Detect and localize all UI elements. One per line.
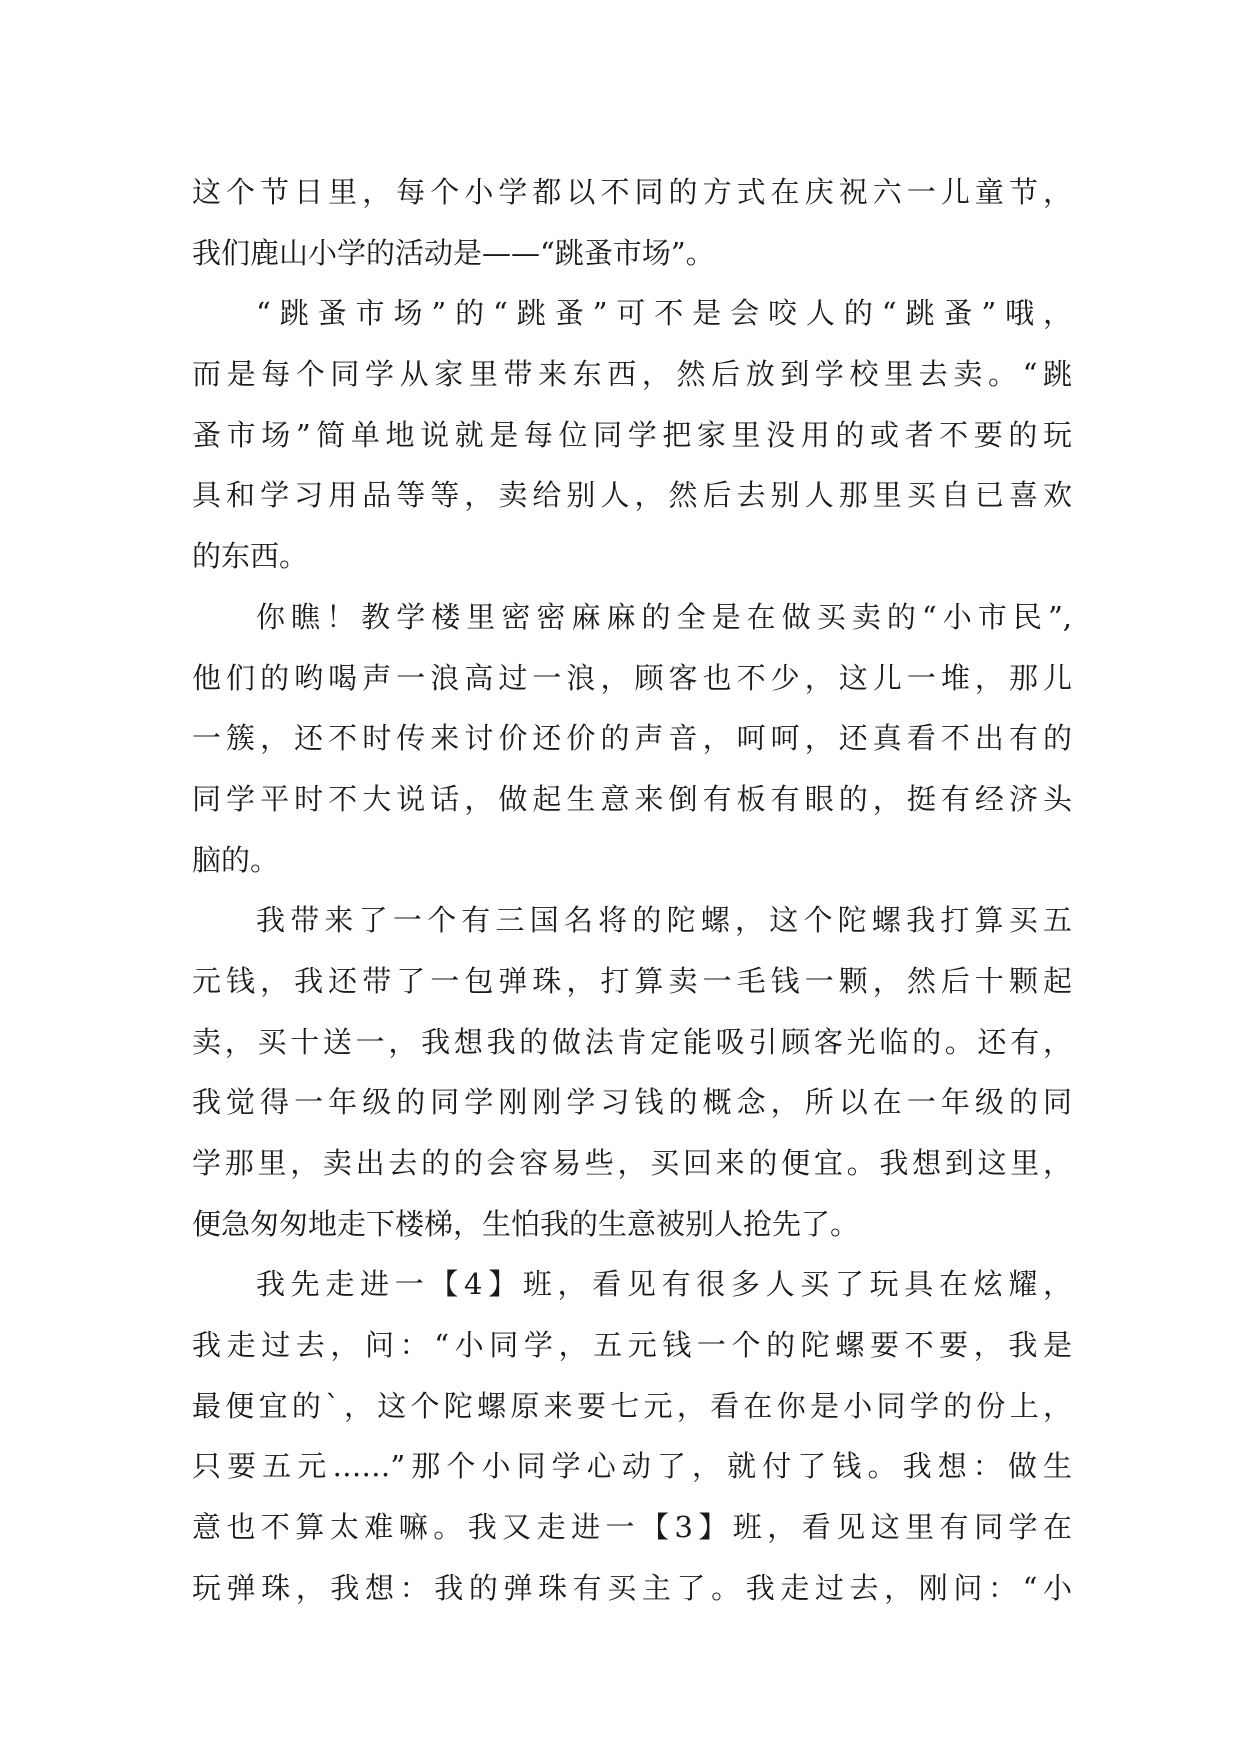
paragraph-1-line-2: 我们鹿山小学的活动是——“跳蚤市场”。 [192, 235, 715, 270]
paragraph-5-line-3: 最便宜的`，这个陀螺原来要七元，看在你是小同学的份上， [192, 1388, 1072, 1423]
paragraph-4-line-1: 我带来了一个有三国名将的陀螺，这个陀螺我打算买五 [256, 903, 1072, 938]
paragraph-3-line-2: 他们的哟喝声一浪高过一浪，顾客也不少，这儿一堆，那儿 [192, 660, 1072, 695]
paragraph-2-line-5: 的东西。 [192, 539, 309, 574]
paragraph-5-line-1: 我先走进一【4】班，看见有很多人买了玩具在炫耀， [256, 1267, 1072, 1302]
paragraph-2-line-1: “跳蚤市场”的“跳蚤”可不是会咬人的“跳蚤”哦， [256, 296, 1072, 331]
paragraph-4-line-6: 便急匆匆地走下楼梯，生怕我的生意被别人抢先了。 [192, 1206, 860, 1241]
paragraph-3-line-4: 同学平时不大说话，做起生意来倒有板有眼的，挺有经济头 [192, 781, 1072, 816]
paragraph-4-line-5: 学那里，卖出去的的会容易些，买回来的便宜。我想到这里， [192, 1146, 1072, 1180]
paragraph-4-line-4: 我觉得一年级的同学刚刚学习钱的概念，所以在一年级的同 [192, 1085, 1072, 1120]
article-body [192, 162, 1072, 1619]
paragraph-5-line-2: 我走过去，问：“小同学，五元钱一个的陀螺要不要，我是 [192, 1328, 1072, 1363]
paragraph-4-line-3: 卖，买十送一，我想我的做法肯定能吸引顾客光临的。还有， [192, 1024, 1072, 1059]
paragraph-3-line-3: 一簇，还不时传来讨价还价的声音，呵呵，还真看不出有的 [192, 721, 1072, 756]
paragraph-3-line-1: 你瞧！教学楼里密密麻麻的全是在做买卖的“小市民”, [256, 599, 1072, 634]
paragraph-5-line-5: 意也不算太难嘛。我又走进一【3】班，看见这里有同学在 [192, 1510, 1072, 1545]
paragraph-5-line-4: 只要五元……”那个小同学心动了，就付了钱。我想：做生 [192, 1449, 1072, 1484]
paragraph-1-line-1: 这个节日里，每个小学都以不同的方式在庆祝六一儿童节， [192, 175, 1072, 209]
paragraph-3-line-5: 脑的。 [192, 842, 280, 877]
paragraph-5-line-6: 玩弹珠，我想：我的弹珠有买主了。我走过去，刚问：“小 [192, 1570, 1072, 1605]
paragraph-2-line-4: 具和学习用品等等，卖给别人，然后去别人那里买自已喜欢 [192, 478, 1072, 513]
paragraph-2-line-2: 而是每个同学从家里带来东西，然后放到学校里去卖。“跳 [192, 357, 1072, 392]
paragraph-2-line-3: 蚤市场”简单地说就是每位同学把家里没用的或者不要的玩 [192, 417, 1072, 452]
paragraph-4-line-2: 元钱，我还带了一包弹珠，打算卖一毛钱一颗，然后十颗起 [192, 963, 1072, 998]
